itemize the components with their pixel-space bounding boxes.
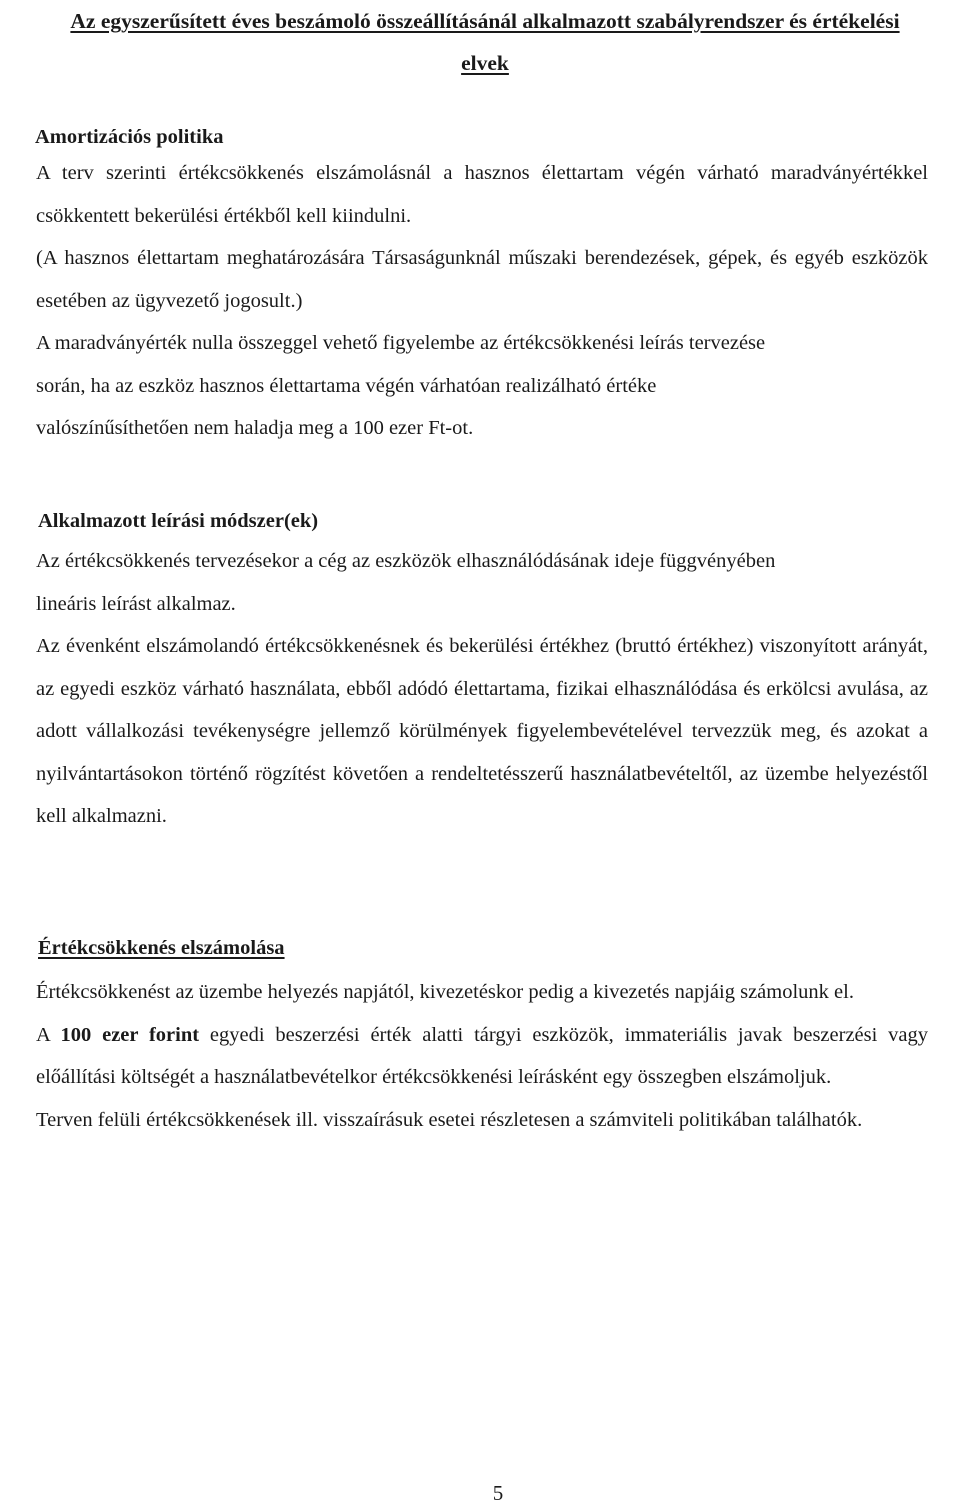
method-p1-line-2: lineáris leírást alkalmaz. [36,592,236,615]
amortization-paragraph-2: (A hasznos élettartam meghatározására Társaságunknál műszaki berendezések, gépek, és egyéb eszközök esetében az ügyvezető jogosult.) [36,247,928,312]
amortization-paragraph-1: A terv szerinti értékcsökkenés elszámolásnál a hasznos élettartam végén várható maradványértékkel csökkentett bekerülési értékből kell kiindulni. [36,162,928,227]
method-paragraph-2: Az évenként elszámolandó értékcsökkenésnek és bekerülési értékhez (bruttó értékhez) viszonyított arányát, az egyedi eszköz várható használata, ebből adódó élettartama, fizikai elhasználódása és erkölcsi avulása, az adott vállalkozási tevékenységre jellemző körülmények figyelembevételével tervezzük meg, és azokat a nyilvántartásokon történő rögzítést követően a rendeltetésszerű használatbevételtől, az üzembe helyezéstől kell alkalmazni. [36,635,928,827]
accounting-paragraph-1: Értékcsökkenést az üzembe helyezés napjától, kivezetéskor pedig a kivezetés napjáig számolunk el. [36,981,854,1003]
accounting-p2-bold-amount: 100 ezer forint [60,1023,200,1046]
page-number: 5 [492,1481,504,1505]
accounting-p2-prefix: A [36,1023,50,1046]
section-amortization [32,122,928,450]
section-method [32,506,928,838]
section-heading-method: Alkalmazott leírási módszer(ek) [38,510,319,532]
amortization-paragraph-3 [32,322,928,450]
amortization-p3-line-1: A maradványérték nulla összeggel vehető figyelembe az értékcsökkenési leírás tervezése [36,332,766,354]
title-line-2: elvek [461,51,509,75]
section-heading-amortization: Amortizációs politika [35,126,224,148]
method-paragraph-1 [32,540,928,625]
section-accounting [32,933,928,1141]
amortization-p3-line-2: során, ha az eszköz hasznos élettartama végén várhatóan realizálható értéke [36,374,657,397]
method-p1-line-1: Az értékcsökkenés tervezésekor a cég az eszközök elhasználódásának ideje függvényében [36,550,776,572]
accounting-paragraph-2 [32,1014,928,1099]
accounting-p2-rest: egyedi beszerzési érték alatti tárgyi eszközök, immateriális javak beszerzési vagy előállítási költségét a használatbevételkor értékcsökkenési leírásként egy összegben elszámoljuk. [36,1023,929,1088]
amortization-p3-line-3: valószínűsíthetően nem haladja meg a 100 ezer Ft-ot. [36,417,474,439]
page-title [16,0,954,84]
section-heading-accounting: Értékcsökkenés elszámolása [38,937,285,959]
title-line-1: Az egyszerűsített éves beszámoló összeállításánál alkalmazott szabályrendszer és értékelési [70,9,900,33]
accounting-paragraph-3: Terven felüli értékcsökkenések ill. visszaírásuk esetei részletesen a számviteli politikában találhatók. [36,1108,863,1131]
